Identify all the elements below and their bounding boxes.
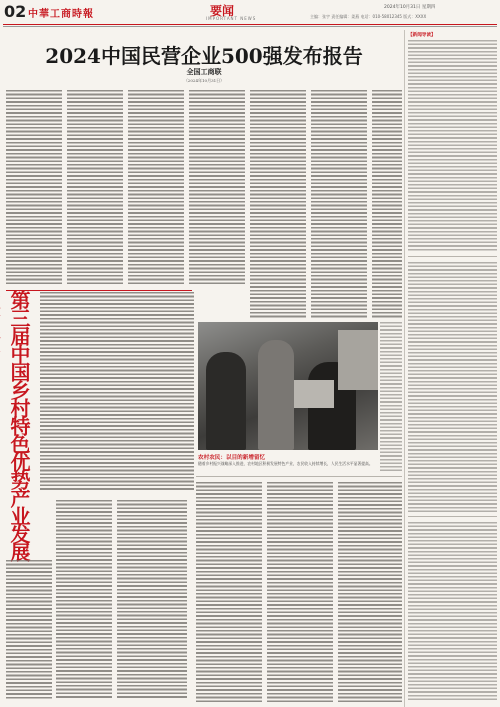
side-column	[408, 40, 497, 252]
news-photo	[198, 322, 378, 450]
feature-title: 第三届中国乡村特色优势产业发展	[7, 290, 31, 560]
lower-divider	[196, 476, 402, 477]
side-column	[408, 262, 497, 512]
photo-caption: 随着乡村振兴战略深入推进，农村地区积极发展特色产业，农民收入持续增长，人民生活水平显著提高。	[198, 461, 373, 466]
page-number: 02	[4, 2, 27, 21]
lower-column	[338, 482, 402, 702]
section-title-en: IMPORTANT NEWS	[206, 16, 257, 21]
side-column	[408, 522, 497, 702]
lower-column	[267, 482, 333, 702]
photo-caption-title: 农村农民：以目的新增留忆	[198, 455, 266, 461]
side-divider	[408, 516, 497, 517]
byline: 全国工商联	[186, 68, 222, 76]
editor-info: 主编：张宇 责任编辑：姜燕 电话：010-58012345 版式：XXXX	[310, 14, 427, 19]
lower-column	[196, 482, 262, 702]
byline-date: （2024年10月31日）	[183, 78, 225, 83]
column-rule	[404, 30, 405, 707]
article-column	[6, 90, 62, 286]
feature-column	[40, 292, 194, 492]
article-column	[311, 90, 367, 318]
side-subhead: 【新闻导读】	[408, 33, 436, 38]
article-column	[128, 90, 184, 286]
article-column	[67, 90, 123, 286]
masthead	[0, 0, 500, 26]
headline: 2024中国民营企业500强发布报告	[45, 44, 363, 68]
article-column	[372, 90, 402, 318]
feature-column	[6, 560, 52, 700]
feature-column	[56, 500, 112, 700]
masthead-rule	[3, 24, 497, 25]
side-upper-column	[380, 322, 402, 472]
feature-column	[117, 500, 187, 700]
paper-name: 中華工商時報	[28, 9, 94, 20]
article-column	[189, 90, 245, 286]
issue-date: 2024年10月31日 星期四	[384, 5, 436, 10]
article-column	[250, 90, 306, 318]
side-divider	[408, 256, 497, 257]
masthead-rule-thin	[3, 26, 497, 27]
section-title: 要闻	[210, 4, 235, 18]
